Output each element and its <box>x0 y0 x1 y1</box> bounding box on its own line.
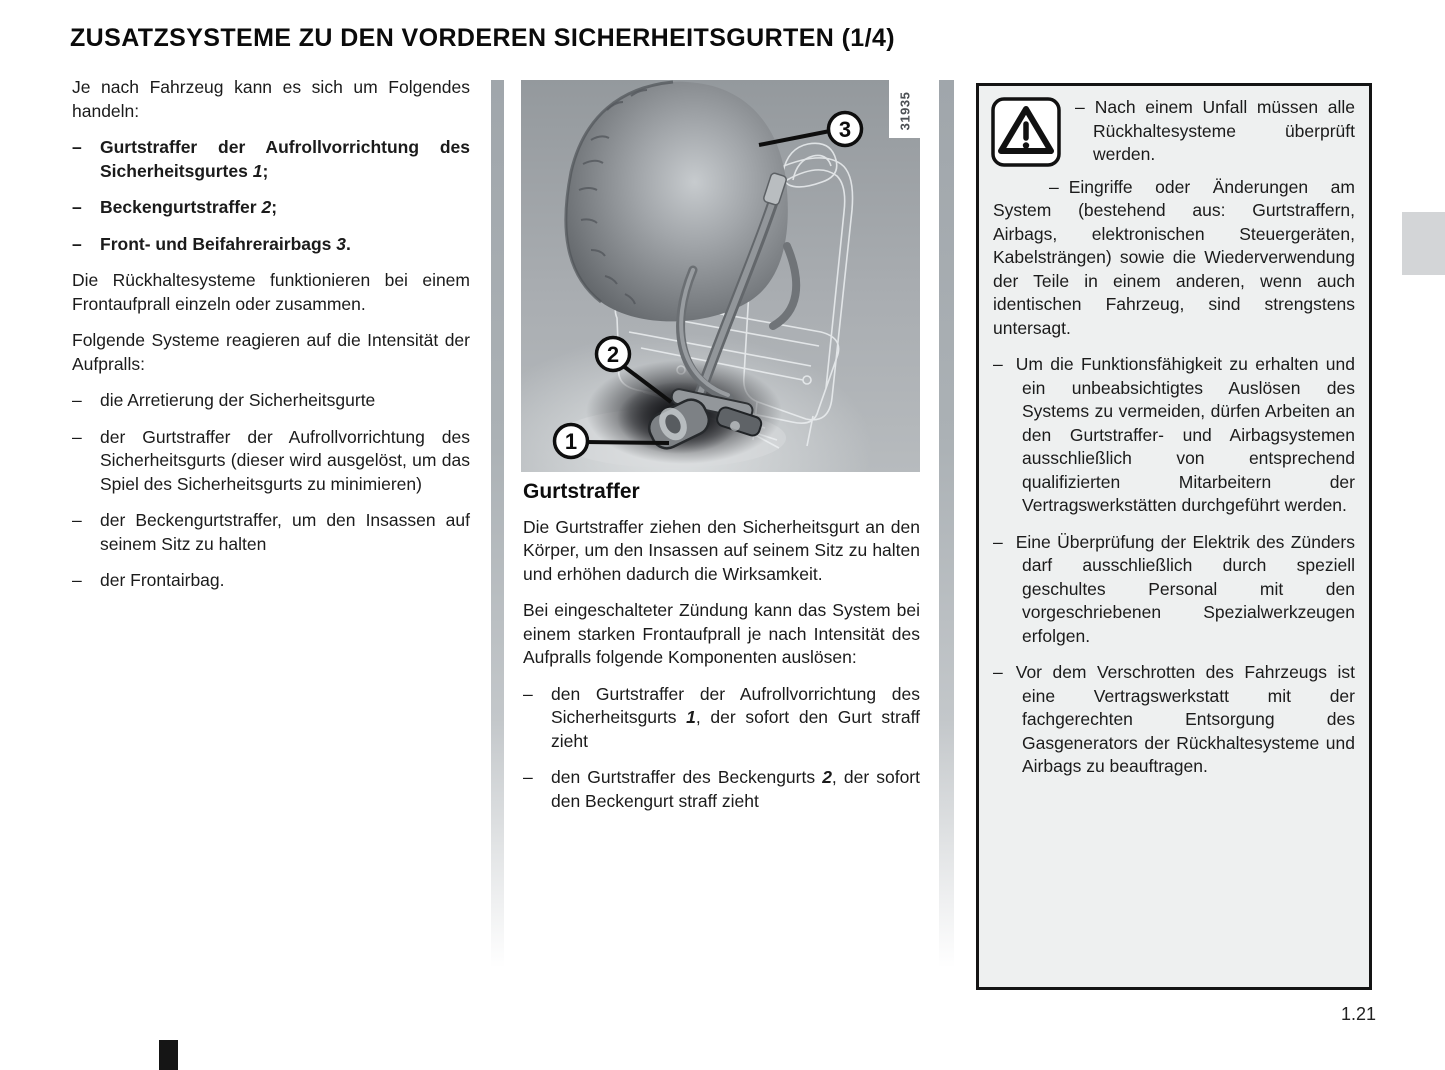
warning-text: Um die Funktionsfähigkeit zu erhalten und ein unbeabsichtigtes Auslösen des Systems zu vermeiden, dürfen Arbeiten an den Gurtstraffer- und Airbagsystemen ausschließlich von entsprechend qualifizierten Mitarbeitern der Vertragswerkstätten durchgeführt werden. <box>1015 354 1355 515</box>
list-item <box>72 196 470 220</box>
list-item <box>72 509 470 556</box>
column-separator <box>491 80 504 968</box>
svg-text:1: 1 <box>564 429 578 454</box>
bullet-dash: – <box>993 662 1003 682</box>
section-heading: Gurtstraffer <box>523 480 640 503</box>
list-item-text: . <box>346 233 351 254</box>
list-item-text: den Gurtstraffer der Aufrollvorrichtung des Sicherheitsgurts <box>551 683 920 727</box>
callout-2 <box>597 338 630 371</box>
list-item-text: ; <box>271 197 278 217</box>
callout-reference: 1 <box>252 160 263 181</box>
list-item <box>72 426 470 497</box>
bullet-dash: – <box>993 354 1003 374</box>
warning-text: Eingriffe oder Änderungen am System (bestehend aus: Gurtstraffern, Airbags, elektronischen Steuergeräten, Kabelsträngen) sowie die Wiederverwendung der Teile in einem anderen, wenn auch identischen Fahrzeug, sind strengstens untersagt. <box>993 176 1355 338</box>
paragraph: Folgende Systeme reagieren auf die Intensität der Aufpralls: <box>72 330 470 374</box>
print-marker <box>159 1040 178 1070</box>
list-item-text: Front- und Beifahrerairbags <box>100 233 337 254</box>
warning-box <box>976 83 1372 990</box>
list-item-text: der Beckengurtstraffer, um den Insassen auf seinem Sitz zu halten <box>100 510 470 554</box>
svg-text:3: 3 <box>838 117 852 142</box>
column-separator <box>939 80 954 968</box>
warning-text: Vor dem Verschrotten des Fahrzeugs ist eine Vertragswerkstatt mit der fachgerechten Entsorgung des Gasgenerators der Rückhaltesysteme und Airbags zu beauftragen. <box>1015 662 1355 776</box>
middle-column <box>523 480 920 826</box>
intro-paragraph: Je nach Fahrzeug kann es sich um Folgendes handeln: <box>72 77 470 121</box>
svg-text:2: 2 <box>606 342 620 367</box>
bullet-dash: – <box>993 531 1003 552</box>
list-item <box>523 766 920 813</box>
bullet-dash: – <box>1049 176 1059 197</box>
list-item-text: der Gurtstraffer der Aufrollvorrichtung des Sicherheitsgurts (dieser wird ausgelöst, um das Spiel des Sicherheitsgurts zu minimieren) <box>100 426 470 494</box>
list-item-text: ; <box>262 160 269 181</box>
warning-item <box>993 661 1355 779</box>
list-item <box>72 389 470 413</box>
bullet-dash: – <box>72 570 82 590</box>
list-item-text: den Gurtstraffer des Beckengurts <box>551 767 823 787</box>
warning-item <box>993 353 1355 518</box>
paragraph: Die Gurtstraffer ziehen den Sicherheitsgurt an den Körper, um den Insassen auf seinem Sitz zu halten und erhöhen dadurch die Wirksamkeit. <box>523 516 920 584</box>
warning-text: Nach einem Unfall müssen alle Rückhaltesysteme überprüft werden. <box>1093 97 1355 164</box>
list-item-text: , der sofort den Gurt straff zieht <box>551 707 920 751</box>
list-item <box>72 569 470 593</box>
bullet-dash: – <box>1075 97 1085 117</box>
left-column <box>72 76 470 606</box>
callout-3 <box>829 113 862 146</box>
list-item-text: der Frontairbag. <box>100 570 225 590</box>
list-item <box>523 683 920 754</box>
callout-reference: 2 <box>822 767 832 787</box>
warning-triangle-icon <box>990 96 1062 168</box>
callout-reference: 3 <box>336 233 347 254</box>
bullet-dash: – <box>72 426 82 447</box>
callout-reference: 1 <box>686 707 696 727</box>
warning-item <box>993 176 1355 341</box>
list-item-text: Gurtstraffer der Aufrollvorrichtung des Sicherheitsgurtes <box>100 137 470 181</box>
section-tab <box>1402 212 1445 275</box>
callout-1 <box>555 425 588 458</box>
bullet-dash: – <box>72 197 82 217</box>
airbag-balloon <box>566 82 788 322</box>
list-item-text: die Arretierung der Sicherheitsgurte <box>100 390 376 410</box>
bullet-dash: – <box>523 767 533 787</box>
warning-item <box>993 531 1355 649</box>
bullet-dash: – <box>72 137 82 157</box>
bullet-dash: – <box>72 390 82 410</box>
warning-item <box>1075 96 1355 167</box>
bullet-dash: – <box>523 683 533 704</box>
callout-reference: 2 <box>261 197 272 217</box>
list-item-text: Beckengurtstraffer <box>100 197 262 217</box>
list-item-text: , der sofort den Beckengurt straff zieht <box>551 767 921 811</box>
page-number: 1.21 <box>1340 1004 1376 1024</box>
bullet-dash: – <box>72 510 82 530</box>
bullet-dash: – <box>72 233 82 254</box>
warning-text: Eine Überprüfung der Elektrik des Zünders darf ausschließlich durch speziell geschultes Personal mit den vorgeschriebenen Spezialwerkzeugen erfolgen. <box>1015 531 1355 646</box>
list-item <box>72 233 470 257</box>
paragraph: Bei eingeschalteter Zündung kann das System bei einem starken Frontaufprall je nach Intensität des Aufpralls folgende Komponenten auslösen: <box>523 600 920 667</box>
list-item <box>72 136 470 183</box>
seatbelt-airbag-illustration <box>521 80 920 472</box>
paragraph: Die Rückhaltesysteme funktionieren bei einem Frontaufprall einzeln oder zusammen. <box>72 270 470 314</box>
page-title: ZUSATZSYSTEME ZU DEN VORDEREN SICHERHEITSGURTEN (1/4) <box>70 24 895 52</box>
figure-ref-number: 31935 <box>897 91 913 131</box>
